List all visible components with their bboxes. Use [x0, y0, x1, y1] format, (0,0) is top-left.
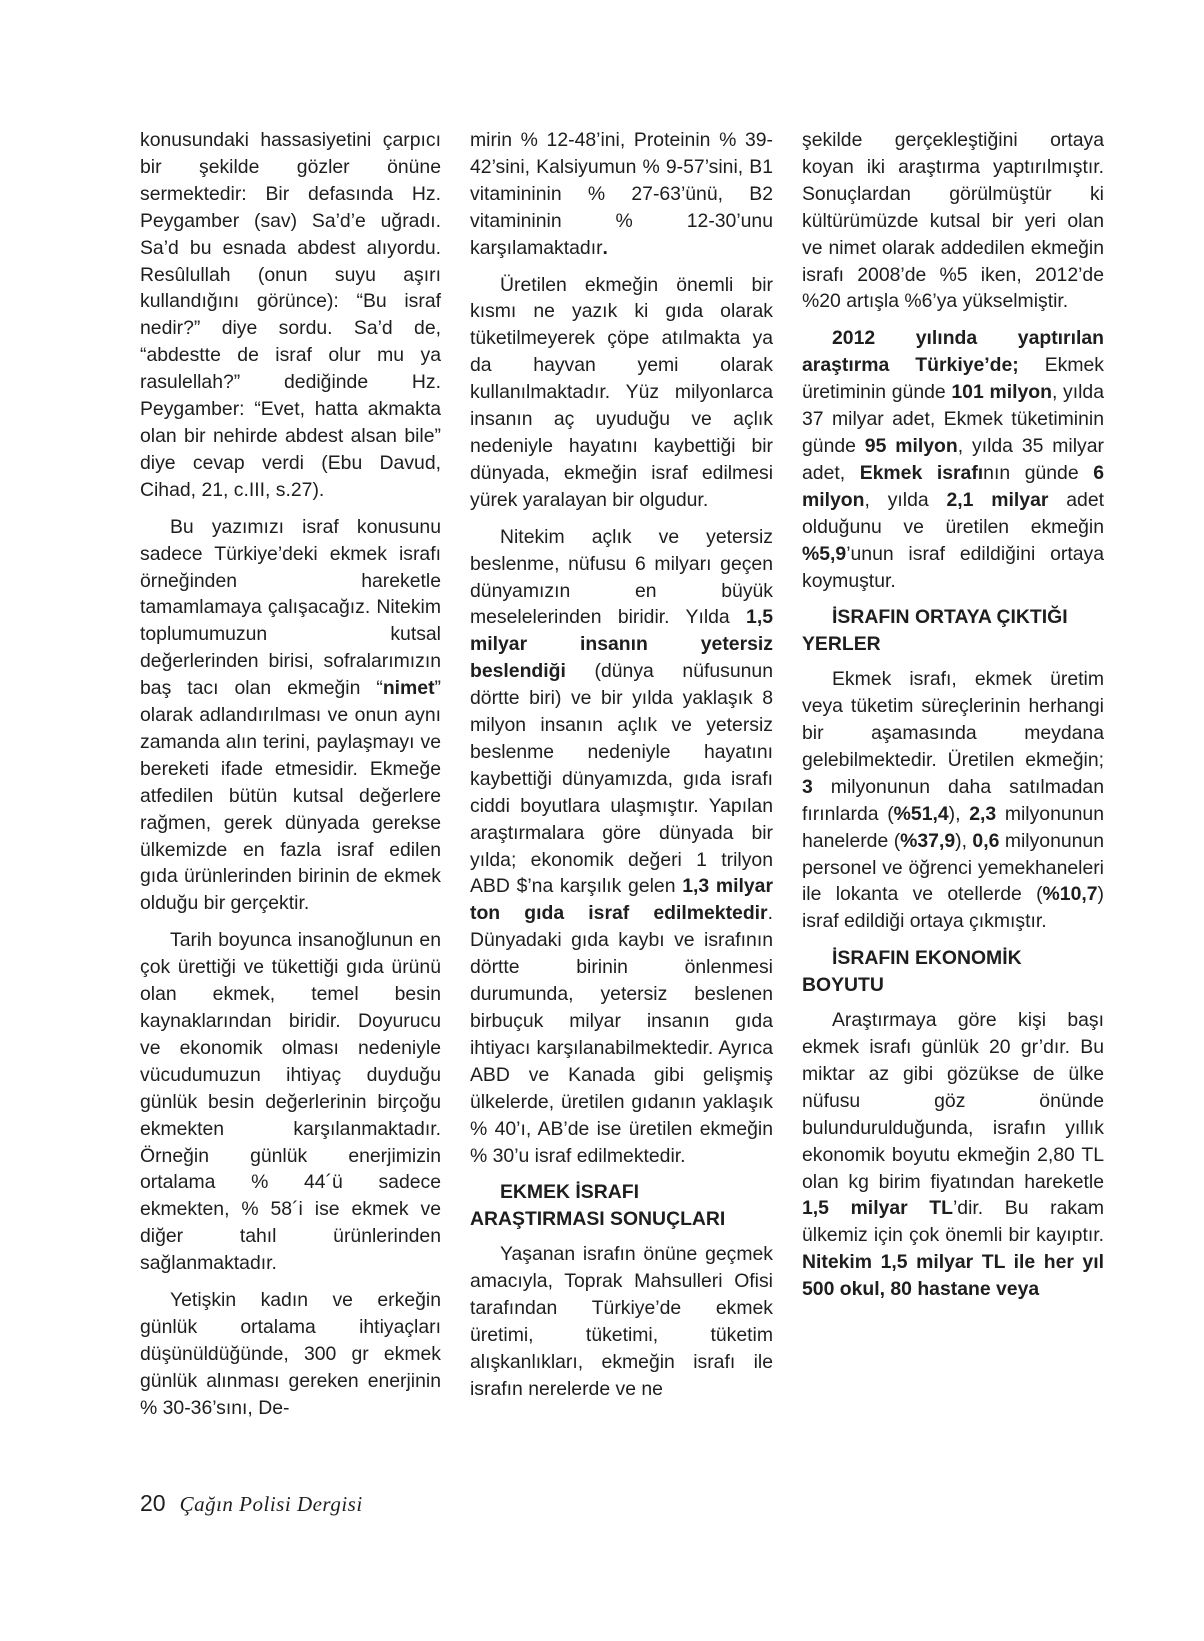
bold-run: .	[602, 236, 608, 259]
text-run: Ekmek israfı, ekmek üretim veya tüketim süreçlerinin herhangi bir aşamasında meydana gelebilmektedir. Üretilen ekmeğin;	[802, 668, 1104, 771]
text-run: , yılda 37 milyar adet, Ekmek tüketiminin günde	[802, 381, 1104, 457]
bold-run: 95 milyon	[864, 434, 958, 457]
text-run: nın günde	[983, 461, 1094, 484]
paragraph: Üretilen ekmeğin önemli bir kısmı ne yazık ki gıda olarak tüketilmeyerek çöpe atılmakta ya da hayvan yemi olarak kullanılmaktadır. Yüz milyonlarca insanın aç uyuduğu ve açlık nedeniyle hayatını kaybettiği bir dünyada, ekmeğin israf edilmesi yürek yaralayan bir olgudur.	[470, 273, 773, 511]
text-run: Araştırmaya göre kişi başı ekmek israfı günlük 20 gr’dır. Bu miktar az gibi gözükse de ülke nüfusu göz önünde bulundurulduğunda, israfın yıllık ekonomik boyutu ekmeğin 2,80 TL olan kg birim fiyatından hareketle	[802, 1009, 1104, 1193]
bold-run: 1,5 milyar TL	[802, 1197, 953, 1220]
bold-run: 101 milyon	[951, 381, 1052, 404]
bold-run: 2,1 milyar	[946, 488, 1049, 511]
paragraph	[140, 514, 441, 918]
bold-run: %10,7	[1042, 883, 1098, 906]
bold-run: nimet	[382, 677, 435, 700]
bold-run: 2012 yılında yaptırılan araştırma Türkiye’de;	[802, 327, 1104, 377]
bold-run: 1,5 milyar insanın yetersiz beslendiği	[470, 606, 773, 683]
paragraph	[470, 127, 773, 262]
paragraph: Tarih boyunca insanoğlunun en çok ürettiği ve tükettiği gıda ürünü olan ekmek, temel besin kaynaklarından biridir. Doyurucu ve ekonomik olması nedeniyle vücudumuzun ihtiyaç duyduğu günlük besin değerlerinin birçoğu ekmekten karşılanmaktadır. Örneğin günlük enerjimizin ortalama % 44´ü sadece ekmekten, % 58´i ise ekmek ve diğer tahıl ürünlerinden sağlanmaktadır.	[140, 929, 441, 1275]
page-number: 20	[140, 1490, 166, 1516]
page-footer	[140, 1490, 363, 1520]
paragraph	[470, 524, 773, 1170]
text-run: Ekmek üretiminin günde	[802, 354, 1104, 404]
text-run: (dünya nüfusunun dörtte biri) ve bir yılda yaklaşık 8 milyon insanın açlık ve yetersiz beslenme nedeniyle hayatını kaybettiği dünyamızda, gıda israfı ciddi boyutlara ulaşmıştır. Yapılan araştırmalara göre dünyada bir yılda; ekonomik değeri 1 trilyon ABD $’na karşılık gelen	[470, 660, 773, 898]
section-heading: İSRAFIN ORTAYA ÇIKTIĞI YERLER	[802, 606, 1068, 656]
text-column-3	[802, 127, 1104, 1313]
paragraph	[802, 325, 1104, 594]
bold-run: 6 milyon	[802, 461, 1105, 511]
paragraph	[802, 1007, 1104, 1303]
text-run: milyonunun personel ve öğrenci yemekhaneleri ile lokanta ve otellerde (	[802, 829, 1104, 906]
text-column-1	[140, 127, 441, 1432]
bold-run: Ekmek israfı	[859, 461, 984, 484]
text-run: milyonunun hanelerde (	[802, 802, 1105, 852]
bold-run: %37,9	[900, 829, 956, 852]
paragraph: Yetişkin kadın ve erkeğin günlük ortalama ihtiyaçları düşünüldüğünde, 300 gr ekmek günlük alınması gereken enerjinin % 30-36’sını, De-	[140, 1289, 441, 1419]
magazine-name: Çağın Polisi Dergisi	[179, 1492, 363, 1516]
text-run: ” olarak adlandırılması ve onun aynı zamanda alın terini, paylaşmayı ve bereketi ifade etmesidir. Ekmeğe atfedilen bütün kutsal değerlere rağmen, gerek dünyada gerekse ülkemizde en fazla israf edilen gıda ürünlerinden birinin de ekmek olduğu bir gerçektir.	[140, 677, 441, 915]
text-run: mirin % 12-48’ini, Proteinin % 39-42’sini, Kalsiyumun % 9-57’sini, B1 vitamininin % 27-63’ünü, B2 vitamininin % 12-30’unu karşılamaktadır	[470, 129, 773, 259]
bold-run: 2,3	[969, 802, 997, 825]
section-heading: EKMEK İSRAFI ARAŞTIRMASI SONUÇLARI	[470, 1181, 726, 1231]
text-run: milyonunun daha satılmadan fırınlarda (	[802, 775, 1104, 825]
bold-run: Nitekim 1,5 milyar TL ile her yıl 500 okul, 80 hastane veya	[802, 1251, 1104, 1301]
paragraph: konusundaki hassasiyetini çarpıcı bir şekilde gözler önüne sermektedir: Bir defasında Hz. Peygamber (sav) Sa’d’e uğradı. Sa’d bu esnada abdest alıyordu. Resûlullah (onun suyu aşırı kullandığını görünce): “Bu israf nedir?” diye sordu. Sa’d de, “abdestte de israf olur mu ya rasulellah?” dediğinde Hz. Peygamber: “Evet, hatta akmakta olan bir nehirde abdest alsan bile” diye cevap verdi (Ebu Davud, Cihad, 21, c.III, s.27).	[140, 129, 441, 501]
text-run: ),	[955, 829, 973, 852]
bold-run: 0,6	[972, 829, 1000, 852]
text-run: ),	[948, 802, 970, 825]
bold-run: %51,4	[893, 802, 949, 825]
paragraph	[802, 666, 1104, 935]
text-run: ’dir. Bu rakam ülkemiz için çok önemli bir kayıptır.	[802, 1197, 1104, 1247]
bold-run: 1,3 milyar ton gıda israf edilmektedir	[470, 875, 773, 925]
text-run: adet olduğunu ve üretilen ekmeğin	[802, 488, 1104, 538]
text-run: . Dünyadaki gıda kaybı ve israfının dörtte birinin önlenmesi durumunda, yetersiz beslenen birbuçuk milyar insanın gıda ihtiyacı karşılanabilmektedir. Ayrıca ABD ve Kanada gibi gelişmiş ülkelerde, üretilen gıdanın yaklaşık % 40’ı, AB’de ise üretilen ekmeğin % 30’u israf edilmektedir.	[470, 902, 773, 1167]
section-heading: İSRAFIN EKONOMİK BOYUTU	[802, 947, 1022, 997]
text-run: ) israf edildiği ortaya çıkmıştır.	[802, 883, 1104, 933]
text-run: , yılda 35 milyar adet,	[802, 434, 1104, 484]
bold-run: %5,9	[802, 542, 847, 565]
paragraph: Yaşanan israfın önüne geçmek amacıyla, Toprak Mahsulleri Ofisi tarafından Türkiye’de ekmek üretimi, tüketimi, tüketim alışkanlıkları, ekmeğin israfı ile israfın nerelerde ve ne	[470, 1243, 773, 1400]
bold-run: 3	[802, 775, 813, 798]
text-run: Nitekim açlık ve yetersiz beslenme, nüfusu 6 milyarı geçen dünyamızın en büyük meselelerinden biridir. Yılda	[470, 525, 773, 629]
text-column-2	[470, 127, 773, 1413]
text-run: ’unun israf edildiğini ortaya koymuştur.	[802, 542, 1104, 592]
paragraph: şekilde gerçekleştiğini ortaya koyan iki araştırma yaptırılmıştır. Sonuçlardan görülmüştür ki kültürümüzde kutsal bir yeri olan ve nimet olarak addedilen ekmeğin israfı 2008’de %5 iken, 2012’de %20 artışla %6’ya yükselmiştir.	[802, 129, 1104, 313]
text-run: Bu yazımızı israf konusunu sadece Türkiye’deki ekmek israfı örneğinden hareketle tamamlamaya çalışacağız. Nitekim toplumumuzun kutsal değerlerinden birisi, sofralarımızın baş tacı olan ekmeğin “	[140, 515, 441, 700]
text-run: , yılda	[864, 488, 947, 511]
